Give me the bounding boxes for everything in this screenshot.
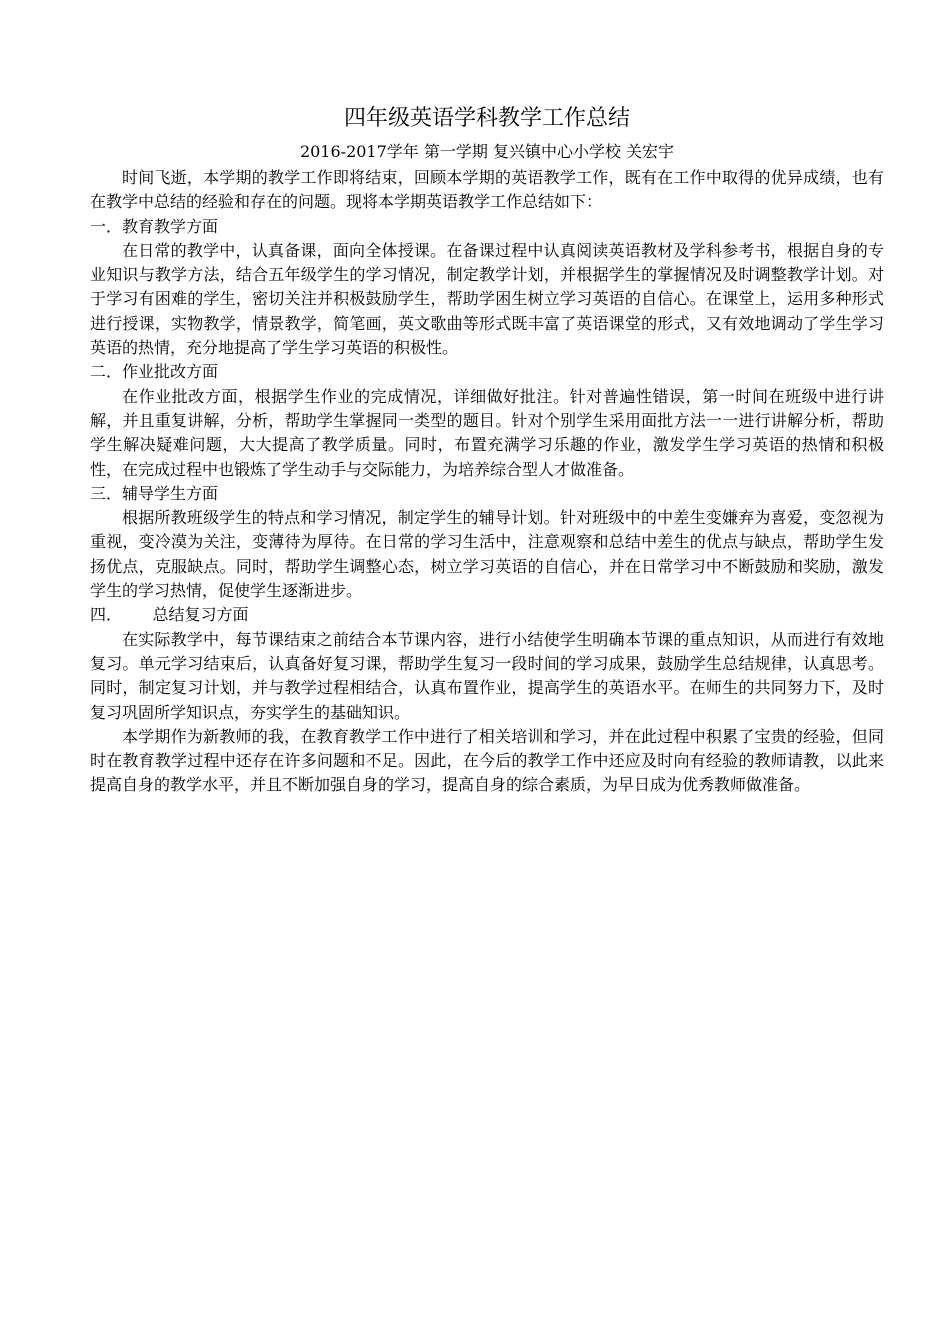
document-page [90,102,884,798]
section-heading-review: 四． 总结复习方面 [90,605,249,625]
section-heading-homework: 二．作业批改方面 [90,362,219,382]
section-body-teaching: 在日常的教学中，认真备课，面向全体授课。在备课过程中认真阅读英语教材及学科参考书，根据自身的专业知识与教学方法，结合五年级学生的学习情况，制定教学计划，并根据学生的掌握情况及时调整教学计划。对于学习有困难的学生，密切关注并积极鼓励学生，帮助学困生树立学习英语的自信心。在课堂上，运用多种形式进行授课，实物教学，情景教学，简笔画，英文歌曲等形式既丰富了英语课堂的形式，又有效地调动了学生学习英语的热情，充分地提高了学生学习英语的积极性。 [90,240,884,358]
section-body-tutoring: 根据所教班级学生的特点和学习情况，制定学生的辅导计划。针对班级中的中差生变嫌弃为喜爱，变忽视为重视，变冷漠为关注，变薄待为厚待。在日常的学习生活中，注意观察和总结中差生的优点与缺点，帮助学生发扬优点，克服缺点。同时，帮助学生调整心态，树立学习英语的自信心，并在日常学习中不断鼓励和奖励，激发学生的学习热情，促使学生逐渐进步。 [90,508,884,601]
document-subtitle: 2016-2017学年 第一学期 复兴镇中心小学校 关宏宇 [299,142,675,161]
intro-paragraph: 时间飞逝，本学期的教学工作即将结束，回顾本学期的英语教学工作，既有在工作中取得的优异成绩，也有在教学中总结的经验和存在的问题。现将本学期英语教学工作总结如下： [90,168,884,212]
conclusion-paragraph: 本学期作为新教师的我，在教育教学工作中进行了相关培训和学习，并在此过程中积累了宝贵的经验，但同时在教育教学过程中还存在许多问题和不足。因此，在今后的教学工作中还应及时向有经验的教师请教，以此来提高自身的教学水平，并且不断加强自身的学习，提高自身的综合素质，为早日成为优秀教师做准备。 [90,726,884,795]
document-title: 四年级英语学科教学工作总结 [343,106,630,131]
section-body-review: 在实际教学中，每节课结束之前结合本节课内容，进行小结使学生明确本节课的重点知识，从而进行有效地复习。单元学习结束后，认真备好复习课，帮助学生复习一段时间的学习成果，鼓励学生总结规律，认真思考。同时，制定复习计划，并与教学过程相结合，认真布置作业，提高学生的英语水平。在师生的共同努力下，及时复习巩固所学知识点，夯实学生的基础知识。 [90,629,884,722]
section-heading-tutoring: 三．辅导学生方面 [90,483,219,503]
section-body-homework: 在作业批改方面，根据学生作业的完成情况，详细做好批注。针对普遍性错误，第一时间在班级中进行讲解，并且重复讲解，分析，帮助学生掌握同一类型的题目。针对个别学生采用面批方法一一进行讲解分析，帮助学生解决疑难问题，大大提高了教学质量。同时，布置充满学习乐趣的作业，激发学生学习英语的热情和积极性，在完成过程中也锻炼了学生动手与交际能力，为培养综合型人才做准备。 [90,386,884,479]
section-heading-teaching: 一．教育教学方面 [90,216,219,236]
